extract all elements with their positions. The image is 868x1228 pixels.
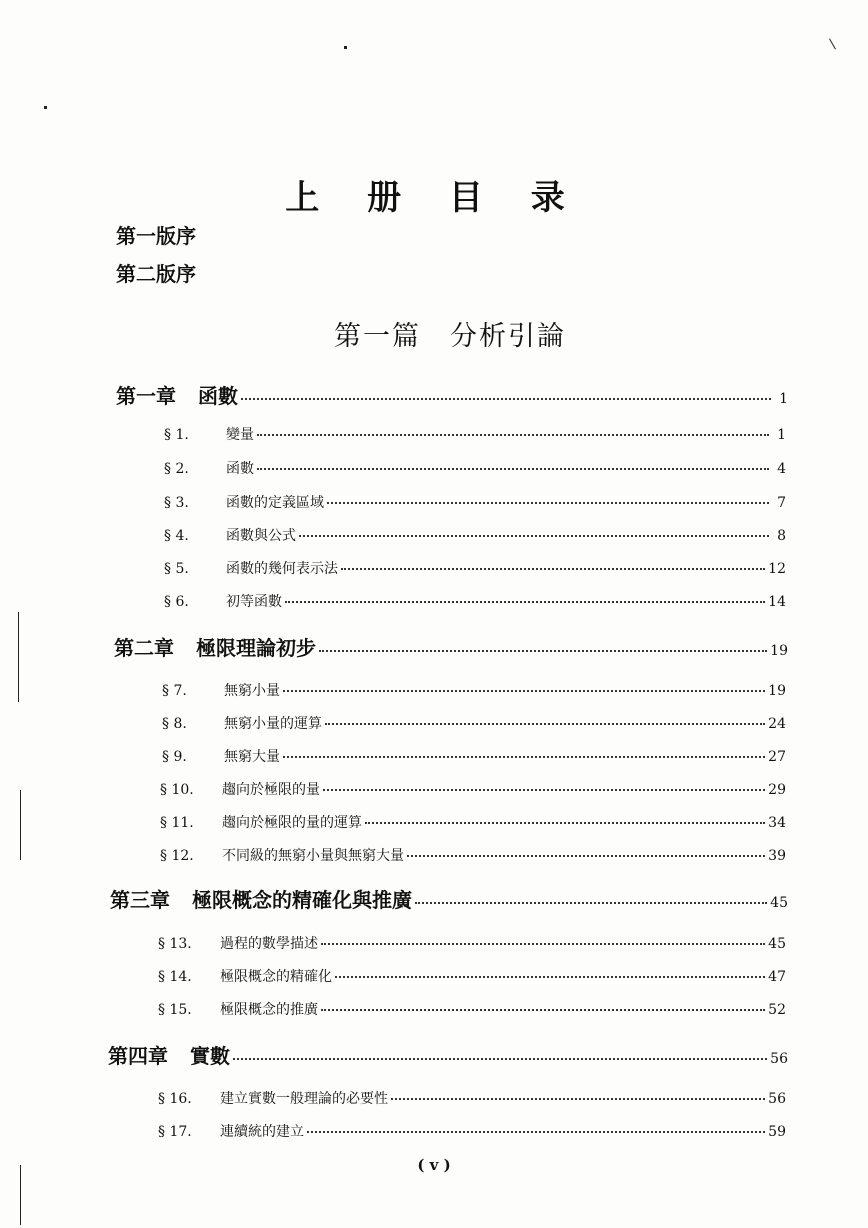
scan-speck: [344, 46, 347, 49]
section-title: 極限概念的精確化: [220, 969, 332, 985]
section-4[interactable]: [164, 525, 786, 545]
section-3[interactable]: [164, 492, 786, 512]
chapter-title: 極限理論初步: [196, 636, 316, 660]
dot-leader: [283, 689, 765, 692]
page-number: 1: [779, 391, 788, 407]
chapter-title: 實數: [190, 1044, 230, 1068]
section-title: 無窮小量的運算: [224, 716, 322, 732]
section-number: § 3.: [164, 495, 189, 511]
dot-leader: [325, 722, 765, 725]
preface-second[interactable]: 第二版序: [116, 262, 196, 286]
page-number: 56: [770, 1051, 788, 1067]
dot-leader: [407, 854, 765, 857]
dot-leader: [341, 567, 765, 570]
section-9[interactable]: [162, 746, 786, 766]
dot-leader: [335, 975, 765, 978]
section-number: § 4.: [164, 528, 189, 544]
section-title: 函數的定義區域: [226, 495, 324, 511]
section-title: 初等函數: [226, 594, 282, 610]
dot-leader: [233, 1057, 767, 1060]
preface-first[interactable]: 第一版序: [116, 224, 196, 248]
section-number: § 14.: [158, 969, 192, 985]
section-13[interactable]: [158, 933, 786, 953]
chapter-number: 第二章: [114, 636, 174, 660]
section-title: 不同級的無窮小量與無窮大量: [222, 848, 404, 864]
dot-leader: [365, 821, 765, 824]
chapter-3[interactable]: [110, 884, 788, 913]
chapter-title: 函數: [198, 384, 238, 408]
dot-leader: [327, 501, 769, 504]
section-number: § 17.: [158, 1124, 192, 1140]
section-title: 過程的數學描述: [220, 936, 318, 952]
section-1[interactable]: [164, 424, 786, 444]
section-title: 無窮小量: [224, 683, 280, 699]
section-title: 連續統的建立: [220, 1124, 304, 1140]
section-number: § 12.: [160, 848, 194, 864]
dot-leader: [257, 467, 769, 470]
section-7[interactable]: [162, 680, 786, 700]
scan-edge-mark: [20, 1165, 21, 1225]
scan-edge-mark: [18, 612, 19, 702]
chapter-2[interactable]: [114, 632, 788, 661]
section-title: 無窮大量: [224, 749, 280, 765]
section-title: 建立實數一般理論的必要性: [220, 1091, 388, 1107]
chapter-1[interactable]: [116, 380, 788, 409]
section-number: § 5.: [164, 561, 189, 577]
page-number: 1: [777, 427, 786, 443]
page-footer: ( v ): [417, 1156, 451, 1174]
section-title: 函數與公式: [226, 528, 296, 544]
scan-speck: [44, 106, 47, 109]
page-number: 45: [770, 895, 788, 911]
dot-leader: [415, 901, 767, 904]
page-number: 34: [768, 815, 786, 831]
page-number: 19: [770, 643, 788, 659]
dot-leader: [283, 755, 765, 758]
section-title: 趨向於極限的量的運算: [222, 815, 362, 831]
section-12[interactable]: [160, 845, 786, 865]
page-number: 12: [768, 561, 786, 577]
page-number: 4: [777, 461, 786, 477]
page-number: 39: [768, 848, 786, 864]
section-title: 函數: [226, 461, 254, 477]
section-title: 趨向於極限的量: [222, 782, 320, 798]
dot-leader: [391, 1097, 765, 1100]
page-number: 7: [777, 495, 786, 511]
section-number: § 2.: [164, 461, 189, 477]
section-8[interactable]: [162, 713, 786, 733]
scan-speck: [829, 39, 836, 50]
section-11[interactable]: [160, 812, 786, 832]
page-number: 27: [768, 749, 786, 765]
section-number: § 8.: [162, 716, 187, 732]
section-number: § 13.: [158, 936, 192, 952]
section-number: § 11.: [160, 815, 194, 831]
scan-edge-mark: [20, 790, 21, 860]
section-number: § 6.: [164, 594, 189, 610]
chapter-number: 第一章: [116, 384, 176, 408]
page-number: 24: [768, 716, 786, 732]
page-number: 8: [777, 528, 786, 544]
section-number: § 16.: [158, 1091, 192, 1107]
section-title: 變量: [226, 427, 254, 443]
chapter-number: 第三章: [110, 888, 170, 912]
chapter-title: 極限概念的精確化與推廣: [192, 888, 412, 912]
page-number: 59: [768, 1124, 786, 1140]
chapter-4[interactable]: [108, 1040, 788, 1069]
section-title: 函數的幾何表示法: [226, 561, 338, 577]
dot-leader: [257, 433, 769, 436]
section-14[interactable]: [158, 966, 786, 986]
page-number: 29: [768, 782, 786, 798]
section-6[interactable]: [164, 591, 786, 611]
section-15[interactable]: [158, 999, 786, 1019]
page-number: 45: [768, 936, 786, 952]
dot-leader: [307, 1130, 765, 1133]
section-number: § 7.: [162, 683, 187, 699]
page-number: 56: [768, 1091, 786, 1107]
page-number: 19: [768, 683, 786, 699]
section-17[interactable]: [158, 1121, 786, 1141]
dot-leader: [285, 600, 765, 603]
dot-leader: [321, 1008, 765, 1011]
dot-leader: [321, 942, 765, 945]
dot-leader: [319, 649, 767, 652]
section-number: § 1.: [164, 427, 189, 443]
dot-leader: [323, 788, 765, 791]
dot-leader: [299, 534, 769, 537]
section-10[interactable]: [160, 779, 786, 799]
page-number: 14: [768, 594, 786, 610]
part-title: 第一篇 分析引論: [334, 321, 566, 352]
chapter-number: 第四章: [108, 1044, 168, 1068]
section-5[interactable]: [164, 558, 786, 578]
section-number: § 9.: [162, 749, 187, 765]
page-title: 上 册 目 录: [285, 178, 583, 218]
page-number: 47: [768, 969, 786, 985]
dot-leader: [241, 397, 771, 400]
section-16[interactable]: [158, 1088, 786, 1108]
section-2[interactable]: [164, 458, 786, 478]
section-title: 極限概念的推廣: [220, 1002, 318, 1018]
section-number: § 10.: [160, 782, 194, 798]
page-number: 52: [768, 1002, 786, 1018]
section-number: § 15.: [158, 1002, 192, 1018]
